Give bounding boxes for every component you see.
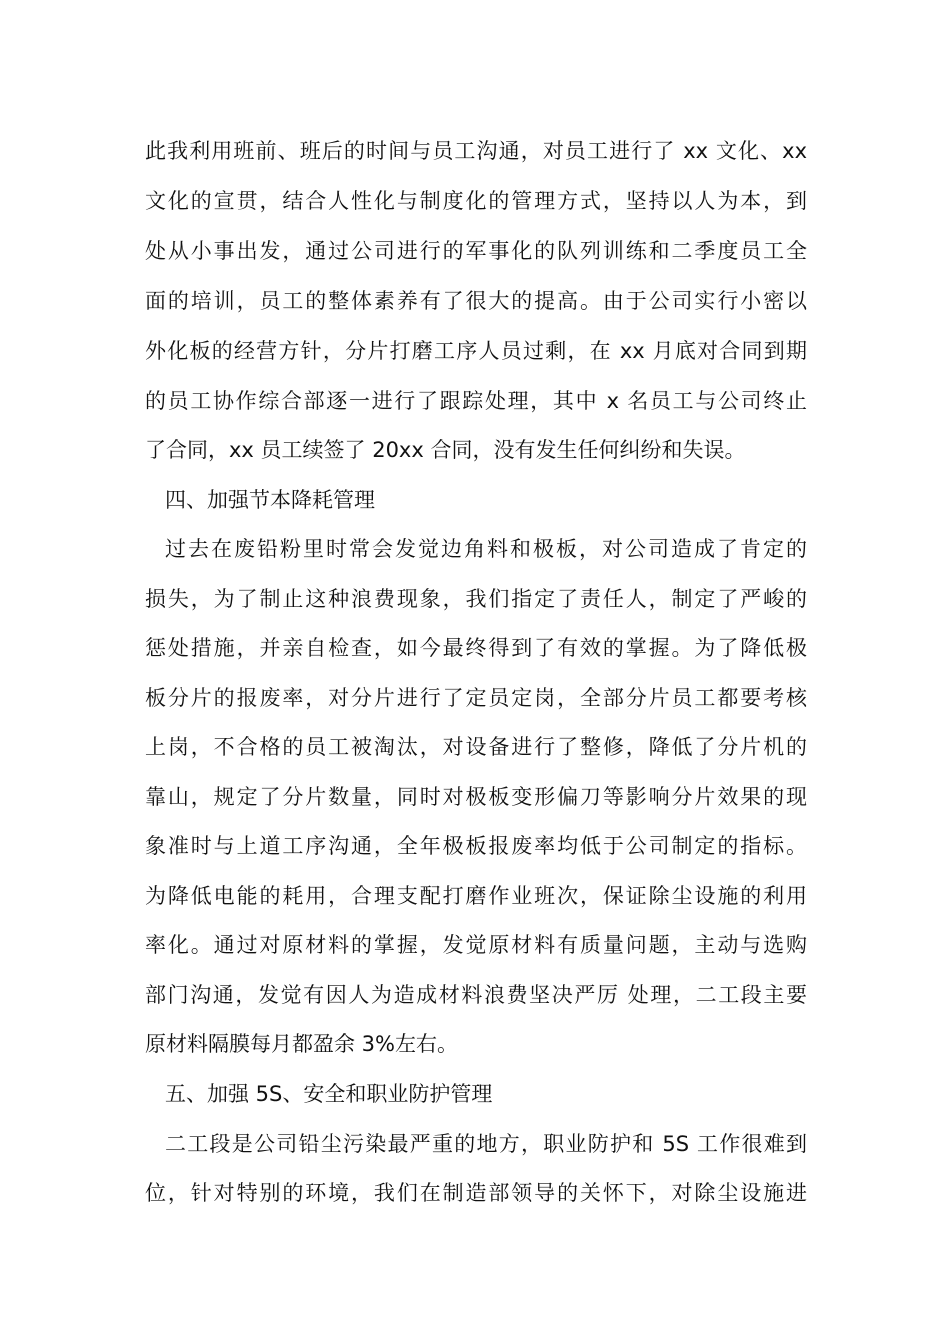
text-line: 了合同，xx 员工续签了 20xx 合同，没有发生任何纠纷和失误。 — [145, 438, 746, 462]
text-line: 文化的宣贯，结合人性化与制度化的管理方式，坚持以人为本，到 — [145, 189, 807, 213]
paragraph-first-line: 过去在废铅粉里时常会发觉边角料和极板，对公司造成了肯定的 — [165, 537, 807, 561]
text-line: 面的培训，员工的整体素养有了很大的提高。由于公司实行小密以 — [145, 289, 807, 313]
text-line: 此我利用班前、班后的时间与员工沟通，对员工进行了 xx 文化、xx — [145, 139, 807, 163]
text-line: 率化。通过对原材料的掌握，发觉原材料有质量问题，主动与选购 — [145, 933, 807, 957]
text-line: 板分片的报废率，对分片进行了定员定岗，全部分片员工都要考核 — [145, 686, 807, 710]
text-line: 惩处措施，并亲自检查，如今最终得到了有效的掌握。为了降低极 — [145, 636, 807, 660]
text-line: 象准时与上道工序沟通，全年极板报废率均低于公司制定的指标。 — [145, 834, 807, 858]
text-line: 部门沟通，发觉有因人为造成材料浪费坚决严厉 处理，二工段主要 — [145, 983, 807, 1007]
text-line: 损失，为了制止这种浪费现象，我们指定了责任人，制定了严峻的 — [145, 587, 807, 611]
text-line: 上岗，不合格的员工被淘汰，对设备进行了整修，降低了分片机的 — [145, 735, 807, 759]
text-line: 外化板的经营方针，分片打磨工序人员过剩，在 xx 月底对合同到期 — [145, 339, 807, 363]
text-line: 靠山，规定了分片数量，同时对极板变形偏刀等影响分片效果的现 — [145, 785, 807, 809]
text-line: 原材料隔膜每月都盈余 3%左右。 — [145, 1032, 458, 1056]
text-line: 的员工协作综合部逐一进行了跟踪处理，其中 x 名员工与公司终止 — [145, 389, 807, 413]
text-line: 位，针对特别的环境，我们在制造部领导的关怀下，对除尘设施进 — [145, 1181, 807, 1205]
text-line: 为降低电能的耗用，合理支配打磨作业班次，保证除尘设施的利用 — [145, 884, 807, 908]
paragraph-first-line: 二工段是公司铅尘污染最严重的地方，职业防护和 5S 工作很难到 — [165, 1132, 807, 1156]
text-line: 处从小事出发，通过公司进行的军事化的队列训练和二季度员工全 — [145, 239, 807, 263]
section-heading: 五、加强 5S、安全和职业防护管理 — [165, 1082, 493, 1106]
section-heading: 四、加强节本降耗管理 — [165, 488, 375, 512]
